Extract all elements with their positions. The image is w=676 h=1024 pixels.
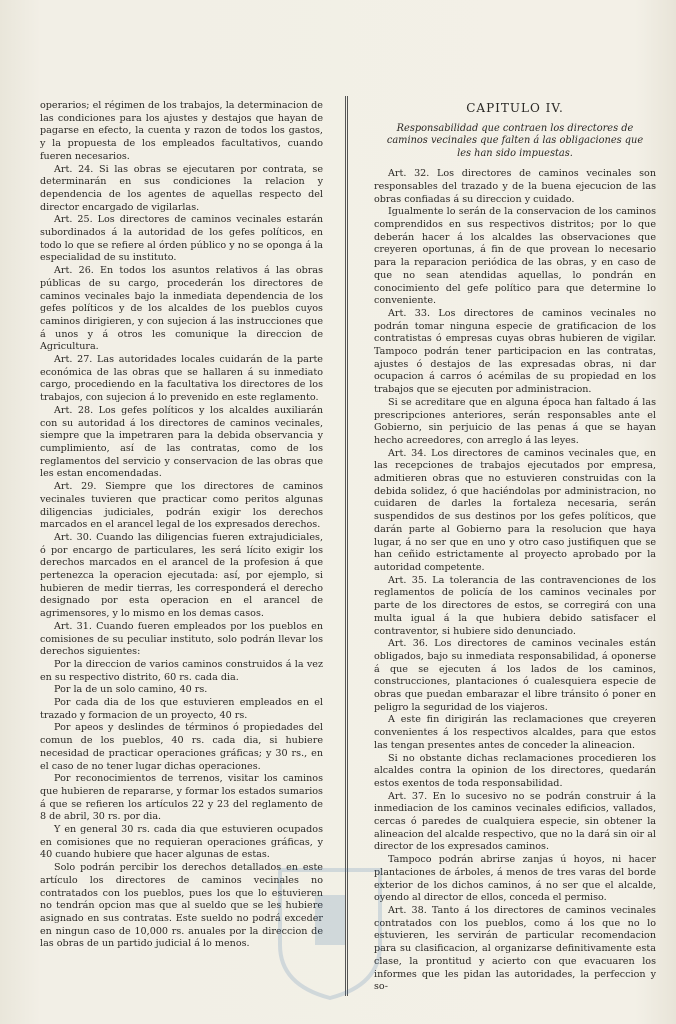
paragraph: Por la de un solo camino, 40 rs. xyxy=(54,684,208,696)
paragraph: Art. 27. Las autoridades locales cuidarán de la parte económica de las obras que se hallaren á su inmediato cargo, procediendo en la facultativa los directores de los trabajos, con sujecion á lo prevenido en este reglamento. xyxy=(40,354,323,404)
paragraph: Art. 33. Los directores de caminos vecinales no podrán tomar ninguna especie de gratificacion de los contratistas ó empresas cuyas obras hubieren de vigilar. Tampoco podrán tener participacion en las contratas, ajustes ó destajos de las expresadas obras, ni dar ocupacion á carros ó acémilas de su propiedad en los trabajos que se ejecuten por administracion. xyxy=(374,307,656,396)
paragraph: Art. 30. Cuando las diligencias fueren extrajudiciales, ó por encargo de particulares, les será lícito exigir los derechos marcados en el arancel de la profesion á que pertenezca la operacion ejecutada: así, por ejemplo, si hubieren de medir tierras, les corresponderá el derecho designado por esta operacion en el arancel de agrimensores, y lo mismo en los demas casos. xyxy=(40,531,323,620)
paragraph: Por la direccion de varios caminos construidos á la vez en su respectivo distrito, 60 rs. cada dia. xyxy=(40,658,323,683)
paragraph: operarios; el régimen de los trabajos, la determinacion de las condiciones para los ajustes y destajos que hayan de pagarse en efecto, la cuenta y razon de todos los gastos, y la propuesta de los empleados facultativos, cuando fueren necesarios. xyxy=(40,100,323,162)
paragraph: Por apeos y deslindes de términos ó propiedades del comun de los pueblos, 40 rs. cada dia, si hubiere necesidad de practicar operaciones gráficas; y 30 rs., en el caso de no tener lugar dichas operaciones. xyxy=(40,722,323,772)
paragraph: A este fin dirigirán las reclamaciones que creyeren convenientes á los respectivos alcaldes, para que estos las tengan presentes antes de conceder la alineacion. xyxy=(374,714,656,751)
right-column xyxy=(374,100,656,994)
paragraph: Solo podrán percibir los derechos detallados en este artículo los directores de caminos vecinales no contratados con los pueblos, pues los que lo estuvieren no tendrán opcion mas que al sueldo que se les hubiere asignado en sus contratas. Este sueldo no podrá exceder en ningun caso de 10,000 rs. anuales por la direccion de las obras de un partido judicial á lo menos. xyxy=(40,862,323,950)
paragraph: Art. 35. La tolerancia de las contravenciones de los reglamentos de policía de los caminos vecinales por parte de los directores de estos, se corregirá con una multa igual á la que hubiera debido satisfacer el contraventor, si hubiere sido denunciado. xyxy=(374,574,656,637)
paragraph: Art. 29. Siempre que los directores de caminos vecinales tuvieren que practicar como peritos algunas diligencias judiciales, podrán exigir los derechos marcados en el arancel legal de los expresados derechos. xyxy=(40,481,323,531)
paragraph: Art. 31. Cuando fueren empleados por los pueblos en comisiones de su peculiar instituto, solo podrán llevar los derechos siguientes: xyxy=(40,620,323,658)
paragraph: Art. 32. Los directores de caminos vecinales son responsables del trazado y de la buena ejecucion de las obras confiadas á su direccion y cuidado. xyxy=(374,168,656,205)
left-column xyxy=(40,100,323,951)
paragraph: Si no obstante dichas reclamaciones procedieren los alcaldes contra la opinion de los directores, quedarán estos exentos de toda responsabilidad. xyxy=(374,752,656,789)
paragraph: Art. 36. Los directores de caminos vecinales están obligados, bajo su inmediata responsabilidad, á oponerse á que se ejecuten á los lados de los caminos, construcciones, plantaciones ó cualesquiera especie de obras que puedan embarazar el libre tránsito ó poner en peligro la seguridad de los viajeros. xyxy=(374,638,656,713)
paragraph: Art. 38. Tanto á los directores de caminos vecinales contratados con los pueblos, como á los que no lo estuvieren, les servirán de particular recomendacion para su clasificacion, al organizarse definitivamente esta clase, la prontitud y acierto con que evacuaren los informes que les pidan las autoridades, la perfeccion y so- xyxy=(374,904,656,993)
paragraph: Art. 25. Los directores de caminos vecinales estarán subordinados á la autoridad de los gefes políticos, en todo lo que se refiere al órden público y no se oponga á la especialidad de su instituto. xyxy=(40,214,323,264)
chapter-heading: CAPITULO IV. xyxy=(466,101,564,115)
paragraph: Art. 37. En lo sucesivo no se podrán construir á la inmediacion de los caminos vecinales edificios, vallados, cercas ó paredes de cualquiera especie, sin obtener la alineacion del alcalde respectivo, que no la dará sin oir al director de los expresados caminos. xyxy=(374,790,656,853)
paragraph: Art. 28. Los gefes políticos y los alcaldes auxiliarán con su autoridad á los directores de caminos vecinales, siempre que la impetraren para la debida observancia y cumplimiento, así de las contratas, como de los reglamentos del servicio y conservacion de las obras que les estan encomendadas. xyxy=(40,404,323,480)
paragraph: Tampoco podrán abrirse zanjas ú hoyos, ni hacer plantaciones de árboles, á menos de tres varas del borde exterior de los dichos caminos, á no ser que el alcalde, oyendo al director de ellos, conceda el permiso. xyxy=(374,854,656,904)
paragraph: Y en general 30 rs. cada dia que estuvieren ocupados en comisiones que no requieran operaciones gráficas, y 40 cuando hubiere que hacer algunas de estas. xyxy=(40,824,323,861)
paragraph: Si se acreditare que en alguna época han faltado á las prescripciones anteriores, serán responsables ante el Gobierno, sin perjuicio de las penas á que se hayan hecho acreedores, con arreglo á las leyes. xyxy=(374,396,656,446)
right-paragraphs xyxy=(374,168,656,994)
paragraph: Art. 34. Los directores de caminos vecinales que, en las recepciones de trabajos ejecutados por empresa, admitieren obras que no estuvieren construidas con la debida solidez, ó que haciéndolas por administracion, no cuidaren de darles la fortaleza necesaria, serán suspendidos de sus destinos por los gefes políticos, que darán parte al Gobierno para la resolucion que haya lugar, á no ser que en uno y otro caso justifiquen que se han ceñido estrictamente al proyecto aprobado por la autoridad competente. xyxy=(374,447,656,573)
paragraph: Art. 24. Si las obras se ejecutaren por contrata, se determinarán en sus condiciones la relacion y dependencia de los agentes de aquellas respecto del director encargado de vigilarlas. xyxy=(40,163,323,213)
paragraph: Por cada dia de los que estuvieren empleados en el trazado y formacion de un proyecto, 40 rs. xyxy=(40,697,323,721)
paragraph: Por reconocimientos de terrenos, visitar los caminos que hubieren de repararse, y formar los estados sumarios á que se refieren los artículos 22 y 23 del reglamento de 8 de abril, 30 rs. por dia. xyxy=(40,773,323,823)
paragraph: Igualmente lo serán de la conservacion de los caminos comprendidos en sus respectivos distritos; por lo que deberán hacer á los alcaldes las observaciones que creyeren oportunas, á fin de que provean lo necesario para la reparacion periódica de las obras, y en caso de que no sean atendidas aquellas, lo pondrán en conocimiento del gefe político para que determine lo conveniente. xyxy=(374,206,656,307)
paragraph: Art. 26. En todos los asuntos relativos á las obras públicas de su cargo, procederán los directores de caminos vecinales bajo la inmediata dependencia de los gefes políticos y de los alcaldes de los pueblos cuyos caminos dirigieren, y con sujecion á las instrucciones que á unos y á otros les comunique la direccion de Agricultura. xyxy=(40,265,323,353)
chapter-subtitle: Responsabilidad que contraen los directores de caminos vecinales que falten á las obligaciones que les han sido impuestas. xyxy=(386,122,644,159)
column-divider xyxy=(345,96,348,996)
